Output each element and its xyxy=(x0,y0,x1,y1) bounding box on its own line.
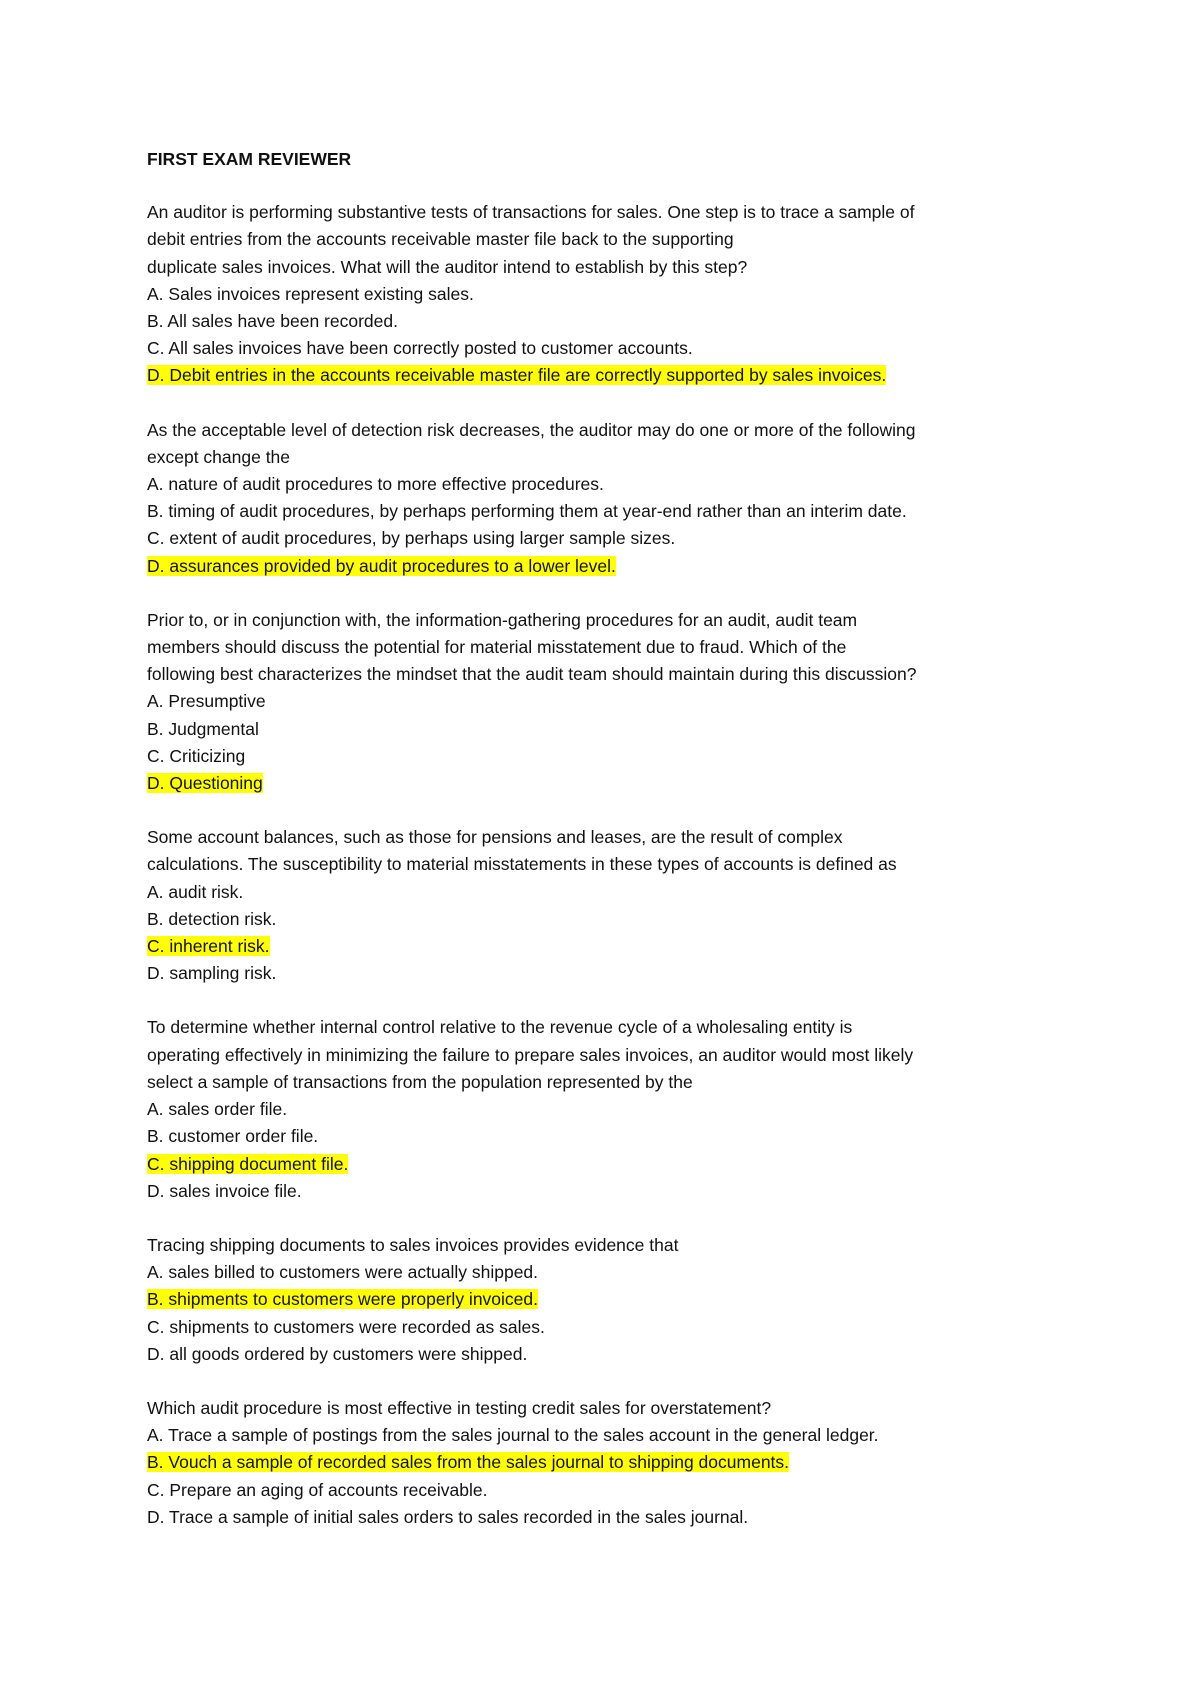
answer-option-text: B. detection risk. xyxy=(147,908,277,929)
answer-option xyxy=(147,1259,1077,1286)
answer-option xyxy=(147,1504,1077,1531)
answer-option xyxy=(147,308,1077,335)
document-page xyxy=(147,146,1077,1558)
answer-option-text: B. All sales have been recorded. xyxy=(147,311,398,332)
question-block xyxy=(147,824,1077,987)
answer-option-text: C. Prepare an aging of accounts receivable. xyxy=(147,1479,488,1500)
answer-option xyxy=(147,906,1077,933)
question-block xyxy=(147,417,1077,580)
question-block xyxy=(147,1232,1077,1368)
answer-option-text: D. sampling risk. xyxy=(147,963,277,984)
question-text-line: duplicate sales invoices. What will the auditor intend to establish by this step? xyxy=(147,256,748,277)
answer-option-text: C. shipments to customers were recorded as sales. xyxy=(147,1316,545,1337)
answer-option-text: B. shipments to customers were properly invoiced. xyxy=(147,1289,538,1310)
question-block xyxy=(147,607,1077,797)
answer-option xyxy=(147,1314,1077,1341)
answer-option xyxy=(147,281,1077,308)
question-list xyxy=(147,199,1077,1531)
question-block xyxy=(147,1395,1077,1531)
question-text-line: As the acceptable level of detection risk decreases, the auditor may do one or more of the following xyxy=(147,419,916,440)
question-text-line: An auditor is performing substantive tests of transactions for sales. One step is to trace a sample of xyxy=(147,202,915,223)
answer-option-text: C. All sales invoices have been correctly posted to customer accounts. xyxy=(147,338,693,359)
answer-option-highlighted xyxy=(147,362,1077,389)
answer-option-highlighted xyxy=(147,1151,1077,1178)
question-text-line: To determine whether internal control relative to the revenue cycle of a wholesaling entity is xyxy=(147,1017,853,1038)
answer-option-text: A. Sales invoices represent existing sales. xyxy=(147,283,474,304)
answer-option-text: A. Trace a sample of postings from the sales journal to the sales account in the general ledger. xyxy=(147,1425,879,1446)
answer-option xyxy=(147,1422,1077,1449)
answer-option-text: B. customer order file. xyxy=(147,1126,319,1147)
question-text-line: calculations. The susceptibility to material misstatements in these types of accounts is defined as xyxy=(147,854,897,875)
question-text-line: select a sample of transactions from the population represented by the xyxy=(147,1071,693,1092)
answer-option xyxy=(147,1341,1077,1368)
question-text-line: debit entries from the accounts receivable master file back to the supporting xyxy=(147,229,734,250)
question-text-line: except change the xyxy=(147,446,291,467)
answer-option-text: D. all goods ordered by customers were shipped. xyxy=(147,1343,528,1364)
question-text-line: Some account balances, such as those for pensions and leases, are the result of complex xyxy=(147,827,843,848)
question-block xyxy=(147,1014,1077,1204)
answer-option-text: D. Debit entries in the accounts receivable master file are correctly supported by sales invoices. xyxy=(147,365,887,386)
answer-option-text: D. sales invoice file. xyxy=(147,1180,302,1201)
answer-option xyxy=(147,879,1077,906)
question-block xyxy=(147,199,1077,389)
answer-option xyxy=(147,471,1077,498)
answer-option-text: B. timing of audit procedures, by perhaps performing them at year-end rather than an interim date. xyxy=(147,501,907,522)
answer-option xyxy=(147,1477,1077,1504)
answer-option-text: B. Vouch a sample of recorded sales from the sales journal to shipping documents. xyxy=(147,1452,790,1473)
answer-option-text: C. Criticizing xyxy=(147,745,246,766)
answer-option-text: C. inherent risk. xyxy=(147,936,270,957)
answer-option xyxy=(147,716,1077,743)
answer-option xyxy=(147,688,1077,715)
answer-option-text: A. sales order file. xyxy=(147,1099,288,1120)
answer-option-text: D. Trace a sample of initial sales orders to sales recorded in the sales journal. xyxy=(147,1506,749,1527)
answer-option xyxy=(147,1123,1077,1150)
question-text-line: following best characterizes the mindset that the audit team should maintain during this discussion? xyxy=(147,664,917,685)
answer-option xyxy=(147,1096,1077,1123)
answer-option-highlighted xyxy=(147,1286,1077,1313)
answer-option xyxy=(147,960,1077,987)
answer-option-highlighted xyxy=(147,553,1077,580)
answer-option-text: B. Judgmental xyxy=(147,718,259,739)
question-text-line: operating effectively in minimizing the failure to prepare sales invoices, an auditor would most likely xyxy=(147,1044,914,1065)
answer-option-text: D. assurances provided by audit procedures to a lower level. xyxy=(147,555,616,576)
answer-option xyxy=(147,1178,1077,1205)
answer-option-highlighted xyxy=(147,1449,1077,1476)
answer-option-text: A. audit risk. xyxy=(147,881,244,902)
answer-option-text: C. extent of audit procedures, by perhaps using larger sample sizes. xyxy=(147,528,676,549)
answer-option-text: A. sales billed to customers were actually shipped. xyxy=(147,1262,539,1283)
document-title: FIRST EXAM REVIEWER xyxy=(147,149,352,169)
answer-option xyxy=(147,525,1077,552)
question-text-line: members should discuss the potential for material misstatement due to fraud. Which of the xyxy=(147,637,847,658)
answer-option-text: A. Presumptive xyxy=(147,691,266,712)
answer-option-highlighted xyxy=(147,770,1077,797)
answer-option xyxy=(147,498,1077,525)
question-text-line: Tracing shipping documents to sales invoices provides evidence that xyxy=(147,1234,679,1255)
answer-option-highlighted xyxy=(147,933,1077,960)
answer-option xyxy=(147,743,1077,770)
question-text-line: Which audit procedure is most effective in testing credit sales for overstatement? xyxy=(147,1397,772,1418)
answer-option-text: A. nature of audit procedures to more effective procedures. xyxy=(147,474,604,495)
question-text-line: Prior to, or in conjunction with, the information-gathering procedures for an audit, audit team xyxy=(147,609,858,630)
answer-option xyxy=(147,335,1077,362)
answer-option-text: C. shipping document file. xyxy=(147,1153,349,1174)
answer-option-text: D. Questioning xyxy=(147,773,263,794)
